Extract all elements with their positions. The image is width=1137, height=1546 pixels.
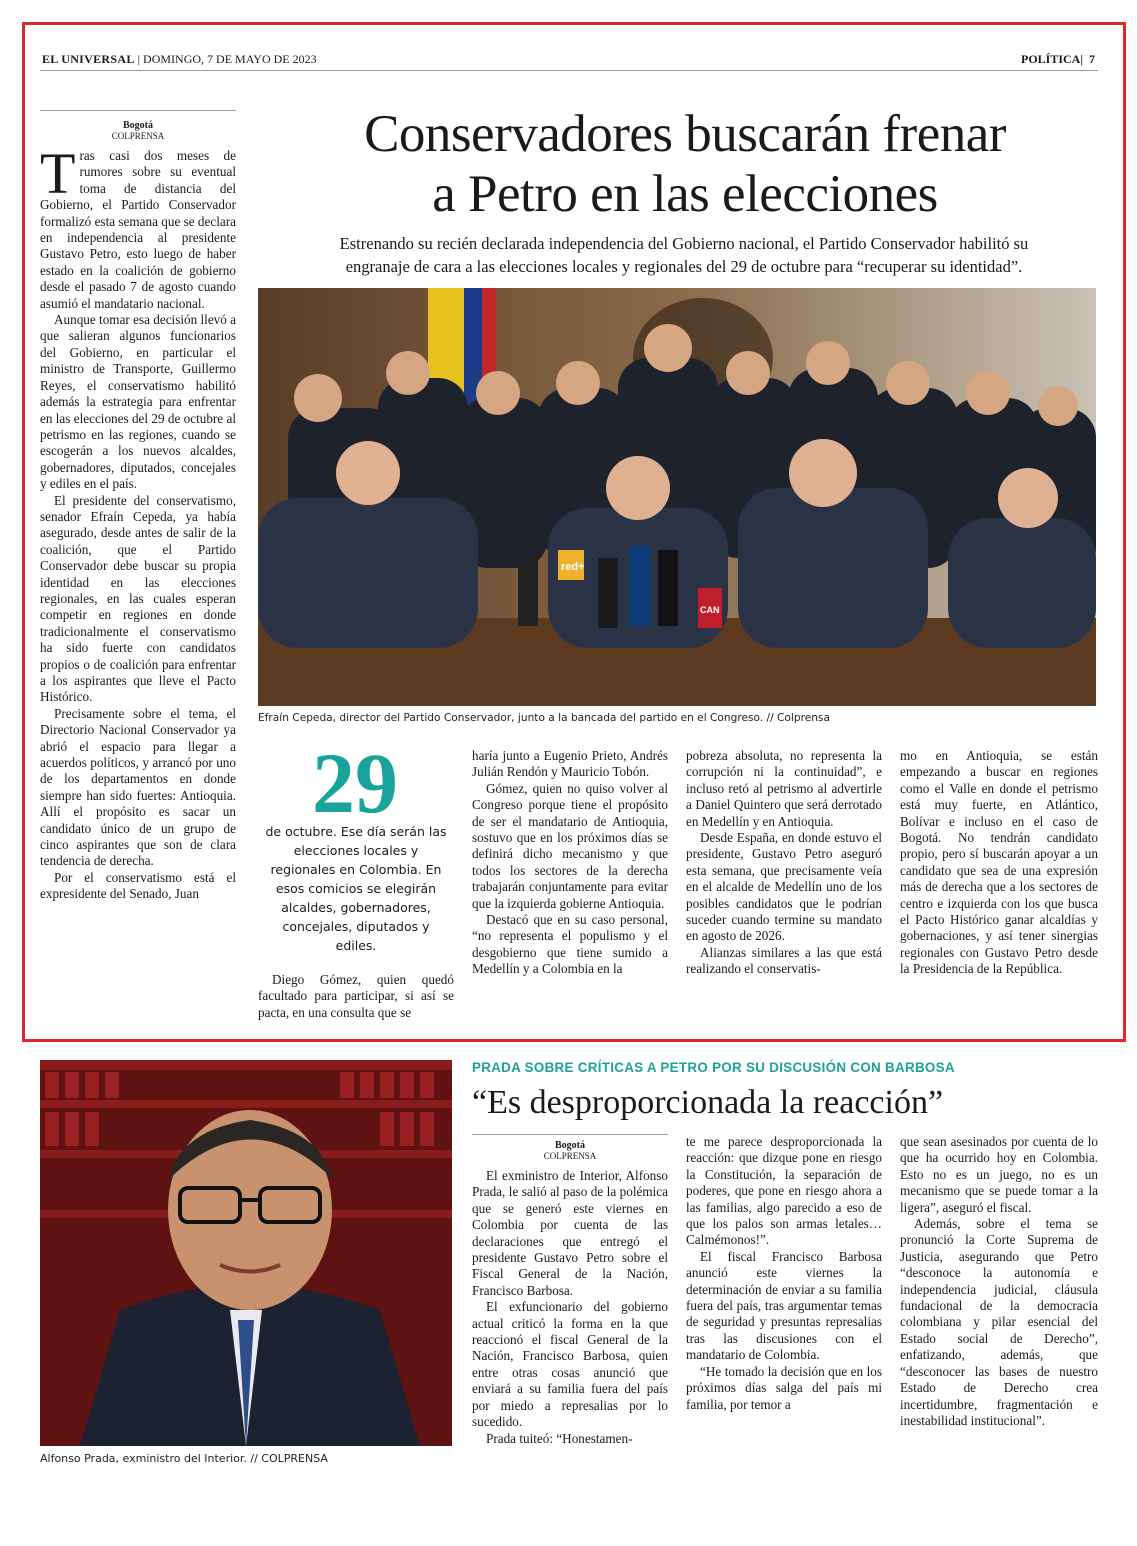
- paragraph: pobreza absoluta, no representa la corrupción ni la continuidad”, e incluso retó al petrismo al advertirle a Daniel Quintero que será derrotado en Medellín y en Antioquia.: [686, 748, 882, 829]
- group-photo-illustration: [258, 288, 1096, 706]
- paragraph: Desde España, en donde estuvo el presidente, Gustavo Petro aseguró esta semana, que precisamente veía en el alcalde de Medellín uno de los posibles candidatos que le podrían suceder cuando termine su mandato en agosto de 2026.: [686, 830, 882, 944]
- group-photo: [258, 288, 1096, 706]
- kicker: PRADA SOBRE CRÍTICAS A PETRO POR SU DISCUSIÓN CON BARBOSA: [472, 1060, 955, 1075]
- paragraph: te me parece desproporcionada la reacción: que dizque pone en riesgo la Constitución, la separación de poderes, que pone en riesgo ahora a las familias, algo parecido a eso de que los palos son armas letales… Calmémonos!”.: [686, 1134, 882, 1248]
- paragraph: Tras casi dos meses de rumores sobre su eventual toma de distancia del Gobierno, el Partido Conservador formalizó esta semana que se declara en independencia al presidente Gustavo Petro, esto luego de haber estado en la coalición de gobierno desde el pasado 7 de agosto cuando asumió el mandatario nacional.: [40, 141, 236, 311]
- article-column-2: [258, 972, 454, 1021]
- byline-rule: [472, 1134, 668, 1135]
- paper-name: EL UNIVERSAL: [42, 52, 135, 66]
- paragraph: El exfuncionario del gobierno actual criticó la forma en la que reaccionó el fiscal General de la Nación, Francisco Barbosa, quien entre otras cosas anunció que enviará a su familia fuera del país por miedo a represalias por lo sucedido.: [472, 1299, 668, 1430]
- paragraph: Destacó que en su caso personal, “no representa el populismo y el desgobierno que tiene sumido a Medellín y a Colombia en la: [472, 912, 668, 977]
- paragraph: El presidente del conservatismo, senador Efraín Cepeda, ya había asegurado, desde antes de salir de la coalición, que el Partido Conservador debe buscar su propia identidad en las elecciones regionales, en las cuales esperan competir en regiones en donde tradicionalmente el conservatismo ha sido fuerte con candidatos propios o de coalición para enfrentar a los aspirantes que lleve el Pacto Histórico.: [40, 492, 236, 705]
- paragraph: Precisamente sobre el tema, el Directorio Nacional Conservador ya abrió el espacio para llegar a acuerdos políticos, y arrancó por uno de los departamentos en donde siempre han sido fuertes: Antioquia. Allí el propósito es sacar un candidato único de un grupo de cinco aspirantes que son de clara tendencia de derecha.: [40, 705, 236, 869]
- issue-date: DOMINGO, 7 DE MAYO DE 2023: [143, 52, 317, 66]
- paragraph: Diego Gómez, quien quedó facultado para participar, si así se pacta, en una consulta que se: [258, 972, 454, 1020]
- byline-city: Bogotá: [123, 120, 153, 131]
- byline-rule: [40, 110, 236, 111]
- byline-agency: COLPRENSA: [543, 1151, 597, 1161]
- second-headline: “Es desproporcionada la reacción”: [472, 1084, 944, 1121]
- caption-text: Alfonso Prada, exministro del Interior.: [40, 1452, 247, 1465]
- byline-agency: COLPRENSA: [111, 131, 165, 141]
- headline: [260, 104, 1110, 224]
- deck-line-1: Estrenando su recién declarada independencia del Gobierno nacional, el Partido Conservador habilitó su: [339, 234, 1029, 253]
- paragraph: que sean asesinados por cuenta de lo que ha ocurrido hoy en Colombia. Esto no es un juego, no es un mecanismo que se puede tomar a la ligera”, aseguró el fiscal.: [900, 1134, 1098, 1215]
- paragraph: El fiscal Francisco Barbosa anunció este viernes la determinación de enviar a su familia fuera del país, tras argumentar temas de seguridad y presuntas represalias tras las discusiones con el mandatario de Colombia.: [686, 1248, 882, 1363]
- article-column-3: [472, 748, 668, 978]
- prada-photo-illustration: [40, 1060, 452, 1446]
- deck: [256, 232, 1112, 278]
- second-article-column-1: [472, 1168, 668, 1447]
- section-name: POLÍTICA: [1021, 52, 1081, 66]
- paragraph: haría junto a Eugenio Prieto, Andrés Julián Rendón y Mauricio Tobón.: [472, 748, 668, 780]
- paragraph: El exministro de Interior, Alfonso Prada, le salió al paso de la polémica que se generó este viernes en Colombia por cuenta de las declaraciones que entregó el presidente Gustavo Petro sobre el Fiscal General de la Nación, Francisco Barbosa.: [472, 1168, 668, 1298]
- headline-line-2: a Petro en las elecciones: [432, 165, 938, 223]
- masthead: EL UNIVERSAL | DOMINGO, 7 DE MAYO DE 2023: [42, 52, 317, 66]
- paragraph: Además, sobre el tema se pronunció la Corte Suprema de Justicia, asegurando que Petro “desconoce la autonomía e independencia judicial, cláusula fundacional de la democracia colombiana y pilar esencial del Estado social de Derecho”, enfatizando, además, que “desconocer las bases de nuestro Estado de Derecho crea incertidumbre, fragmentación e inestabilidad institucional”.: [900, 1216, 1098, 1428]
- paragraph: “He tomado la decisión que en los próximos días salga del país mi familia, por temor a: [686, 1363, 882, 1412]
- page-number: 7: [1089, 52, 1095, 66]
- headline-line-1: Conservadores buscarán frenar: [364, 105, 1006, 163]
- paragraph: Gómez, quien no quiso volver al Congreso porque tiene el propósito de ser el mandatario de Antioquia, sostuvo que en los próximos días se definirá dicho mecanismo y que todos los sectores de la derecha trabajarán conjuntamente para evitar que la izquierda gobierne Antioquia.: [472, 780, 668, 911]
- factbox-text: de octubre. Ese día serán las elecciones locales y regionales en Colombia. En esos comicios se elegirán alcaldes, gobernadores, concejales, diputados y ediles.: [265, 824, 447, 953]
- prada-photo: [40, 1060, 452, 1446]
- byline: [472, 1140, 668, 1162]
- second-article-column-3: [900, 1134, 1098, 1429]
- caption-credit: // COLPRENSA: [250, 1452, 328, 1465]
- factbox-number: 29: [312, 735, 398, 831]
- photo-caption: Efraín Cepeda, director del Partido Conservador, junto a la bancada del partido en el Congreso. // Colprensa: [258, 712, 830, 724]
- byline: [40, 120, 236, 142]
- mic-label: CAN: [700, 605, 720, 615]
- byline-city: Bogotá: [555, 1140, 585, 1151]
- paragraph: Alianzas similares a las que está realizando el conservatis-: [686, 944, 882, 977]
- header-rule: [40, 70, 1098, 71]
- paragraph: Aunque tomar esa decisión llevó a que salieran algunos funcionarios del Gobierno, en particular el ministro de Transporte, Guillermo Reyes, el conservatismo habilitó además la estrategia para enfrentar en las elecciones del 29 de octubre al petrismo en las regiones, cuando se escogerán a los nuevos alcaldes, gobernadores, diputados, concejales y ediles en el país.: [40, 312, 237, 492]
- deck-line-2: engranaje de cara a las elecciones locales y regionales del 29 de octubre para “recuperar su identidad”.: [345, 257, 1023, 276]
- paragraph: mo en Antioquia, se están empezando a buscar en regiones como el Valle en donde el petrismo está muy fuerte, en Atlántico, Bolívar e incluso en el caso de Bogotá. No tendrán candidato propio, pero sí buscarán apoyar a un candidato que sea de una expresión más de derecha que a los sectores de centro e izquierda con los que busca el Pacto Histórico ganar alcaldías y gobernaciones, y así tener sinergias regionales con Gustavo Petro desde la Presidencia de la República.: [900, 748, 1098, 977]
- paragraph: Por el conservatismo está el expresidente del Senado, Juan: [40, 869, 236, 902]
- article-column-5: [900, 748, 1098, 978]
- prada-photo-caption: [40, 1452, 452, 1465]
- section-label: POLÍTICA| 7: [1021, 52, 1095, 66]
- drop-cap: T: [40, 141, 76, 206]
- paragraph: Prada tuiteó: “Honestamen-: [486, 1430, 633, 1446]
- article-column-1: [40, 141, 237, 903]
- mic-label: red+: [561, 561, 585, 573]
- article-column-4: [686, 748, 882, 978]
- second-article-column-2: [686, 1134, 882, 1413]
